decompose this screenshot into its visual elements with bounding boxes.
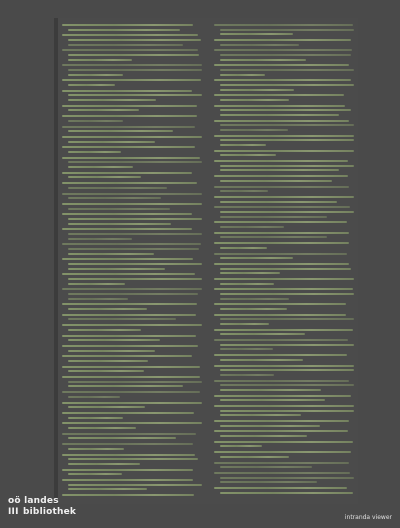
text-line	[220, 492, 353, 494]
text-line	[220, 456, 289, 458]
text-line	[214, 105, 345, 107]
text-line	[68, 484, 202, 486]
text-line	[62, 228, 192, 230]
text-line	[68, 473, 122, 475]
text-line	[62, 49, 198, 51]
text-line	[220, 124, 354, 126]
text-line	[220, 109, 351, 111]
text-line	[68, 99, 156, 101]
text-line	[214, 206, 350, 208]
text-line	[62, 345, 198, 347]
text-line	[62, 391, 200, 393]
text-line	[68, 308, 147, 310]
text-line	[220, 129, 288, 131]
text-line	[220, 154, 276, 156]
text-line	[220, 283, 274, 285]
text-line	[68, 488, 147, 490]
text-line	[62, 273, 195, 275]
text-line	[68, 463, 140, 465]
text-line	[68, 208, 170, 210]
text-line	[68, 437, 176, 439]
text-line	[214, 94, 344, 96]
text-line	[220, 323, 269, 325]
text-line	[220, 414, 301, 416]
text-line	[220, 298, 289, 300]
text-line	[214, 441, 353, 443]
text-line	[62, 193, 202, 195]
text-line	[220, 74, 265, 76]
text-line	[68, 233, 202, 235]
text-line	[220, 89, 294, 91]
text-line	[68, 339, 160, 341]
text-line	[62, 34, 198, 36]
text-line	[214, 79, 351, 81]
text-line	[68, 130, 173, 132]
text-line	[220, 226, 284, 228]
text-line	[214, 253, 347, 255]
text-line	[68, 161, 202, 163]
text-line	[68, 417, 123, 419]
logo-line-2	[8, 507, 88, 518]
text-line	[214, 175, 348, 177]
text-line	[220, 318, 354, 320]
text-line	[220, 481, 317, 483]
text-line	[62, 402, 202, 404]
text-line	[220, 54, 351, 56]
text-line	[62, 172, 192, 174]
text-line	[214, 288, 353, 290]
text-line	[220, 293, 354, 295]
text-line	[214, 186, 349, 188]
text-line	[62, 422, 202, 424]
text-line	[68, 59, 132, 61]
text-line	[68, 360, 148, 362]
text-line	[220, 308, 287, 310]
text-line	[62, 433, 196, 435]
text-line	[62, 136, 202, 138]
text-line	[62, 376, 200, 378]
text-column-right	[210, 18, 356, 504]
text-line	[214, 365, 354, 367]
text-line	[214, 232, 349, 234]
text-line	[62, 355, 192, 357]
logo-line-1: oö landes	[8, 496, 59, 506]
text-line	[68, 248, 199, 250]
text-line	[214, 24, 353, 26]
text-line	[214, 462, 349, 464]
text-line	[220, 236, 327, 238]
text-line	[68, 69, 202, 71]
text-line	[62, 157, 200, 159]
text-line	[214, 242, 349, 244]
text-line	[68, 385, 183, 387]
text-line	[68, 278, 202, 280]
viewer-label: intranda viewer	[344, 514, 392, 521]
library-logo[interactable]	[8, 496, 88, 524]
text-line	[214, 420, 349, 422]
text-line	[68, 370, 144, 372]
text-line	[220, 139, 354, 141]
text-line	[62, 24, 193, 26]
text-line	[220, 399, 325, 401]
text-line	[220, 466, 312, 468]
text-line	[62, 105, 197, 107]
text-line	[68, 350, 155, 352]
text-line	[220, 144, 266, 146]
text-line	[220, 435, 307, 437]
text-line	[220, 410, 354, 412]
text-line	[68, 298, 128, 300]
text-line	[62, 288, 202, 290]
text-line	[62, 258, 193, 260]
text-line	[62, 324, 202, 326]
text-line	[68, 84, 115, 86]
text-line	[220, 69, 354, 71]
text-line	[68, 74, 123, 76]
text-line	[68, 406, 145, 408]
text-line	[68, 94, 202, 96]
text-line	[214, 430, 348, 432]
text-line	[68, 197, 161, 199]
text-line	[220, 180, 332, 182]
text-line	[68, 120, 123, 122]
text-line	[220, 359, 303, 361]
text-line	[68, 253, 154, 255]
text-line	[68, 396, 120, 398]
text-line	[214, 303, 346, 305]
text-line	[62, 443, 193, 445]
text-line	[220, 374, 274, 376]
text-line	[62, 303, 197, 305]
text-line	[220, 247, 267, 249]
text-line	[214, 339, 348, 341]
text-line	[68, 109, 139, 111]
text-line	[220, 114, 339, 116]
text-line	[68, 54, 199, 56]
text-line	[62, 243, 201, 245]
text-line	[214, 39, 351, 41]
text-line	[68, 223, 171, 225]
text-line	[214, 64, 349, 66]
text-line	[68, 39, 201, 41]
text-line	[220, 59, 306, 61]
text-line	[68, 218, 202, 220]
text-line	[68, 448, 124, 450]
text-line	[214, 120, 349, 122]
text-line	[220, 190, 268, 192]
text-line	[62, 79, 201, 81]
text-line	[62, 213, 192, 215]
text-line	[214, 49, 352, 51]
text-line	[220, 348, 273, 350]
text-line	[62, 126, 195, 128]
text-line	[214, 487, 347, 489]
text-line	[214, 160, 348, 162]
text-line	[220, 384, 354, 386]
text-line	[62, 115, 197, 117]
text-line	[220, 201, 337, 203]
text-line	[62, 90, 192, 92]
text-line	[68, 293, 198, 295]
text-line	[214, 278, 354, 280]
text-line	[220, 344, 354, 346]
logo-line-2-text: bibliothek	[23, 507, 77, 517]
text-line	[220, 99, 289, 101]
text-line	[220, 389, 321, 391]
text-line	[214, 135, 354, 137]
text-line	[214, 196, 354, 198]
text-line	[68, 329, 141, 331]
text-line	[220, 268, 351, 270]
text-line	[214, 314, 346, 316]
text-line	[220, 257, 293, 259]
text-line	[62, 366, 200, 368]
text-line	[214, 472, 350, 474]
text-line	[68, 44, 183, 46]
text-line	[214, 150, 354, 152]
text-line	[214, 405, 354, 407]
text-line	[68, 268, 165, 270]
text-line	[62, 203, 202, 205]
text-line	[220, 216, 327, 218]
text-line	[62, 314, 196, 316]
text-line	[220, 84, 354, 86]
text-line	[220, 425, 320, 427]
text-line	[220, 211, 354, 213]
text-line	[62, 182, 197, 184]
text-line	[68, 381, 202, 383]
text-line	[68, 427, 136, 429]
text-line	[220, 445, 262, 447]
text-line	[68, 151, 121, 153]
text-line	[220, 369, 354, 371]
text-line	[220, 29, 354, 31]
text-line	[220, 477, 354, 479]
text-line	[68, 458, 198, 460]
text-line	[214, 395, 351, 397]
text-line	[68, 283, 125, 285]
text-line	[62, 335, 196, 337]
text-line	[220, 33, 293, 35]
text-line	[214, 380, 349, 382]
text-line	[220, 169, 339, 171]
text-line	[220, 44, 299, 46]
text-line	[62, 479, 193, 481]
text-line	[62, 454, 195, 456]
text-line	[220, 272, 280, 274]
scanned-page	[58, 18, 358, 504]
text-line	[68, 238, 132, 240]
text-line	[62, 64, 202, 66]
text-line	[68, 187, 167, 189]
text-line	[68, 318, 176, 320]
text-line	[68, 263, 202, 265]
text-line	[220, 165, 354, 167]
text-line	[214, 329, 353, 331]
text-line	[68, 141, 155, 143]
text-line	[62, 469, 193, 471]
text-line	[214, 451, 351, 453]
text-line	[220, 333, 305, 335]
text-line	[214, 263, 349, 265]
text-line	[68, 29, 180, 31]
text-line	[68, 166, 133, 168]
text-line	[62, 146, 195, 148]
text-column-left	[58, 18, 204, 504]
text-line	[214, 354, 347, 356]
text-line	[68, 176, 141, 178]
text-line	[214, 221, 347, 223]
text-line	[62, 412, 194, 414]
logo-bars-icon: III	[8, 507, 19, 517]
